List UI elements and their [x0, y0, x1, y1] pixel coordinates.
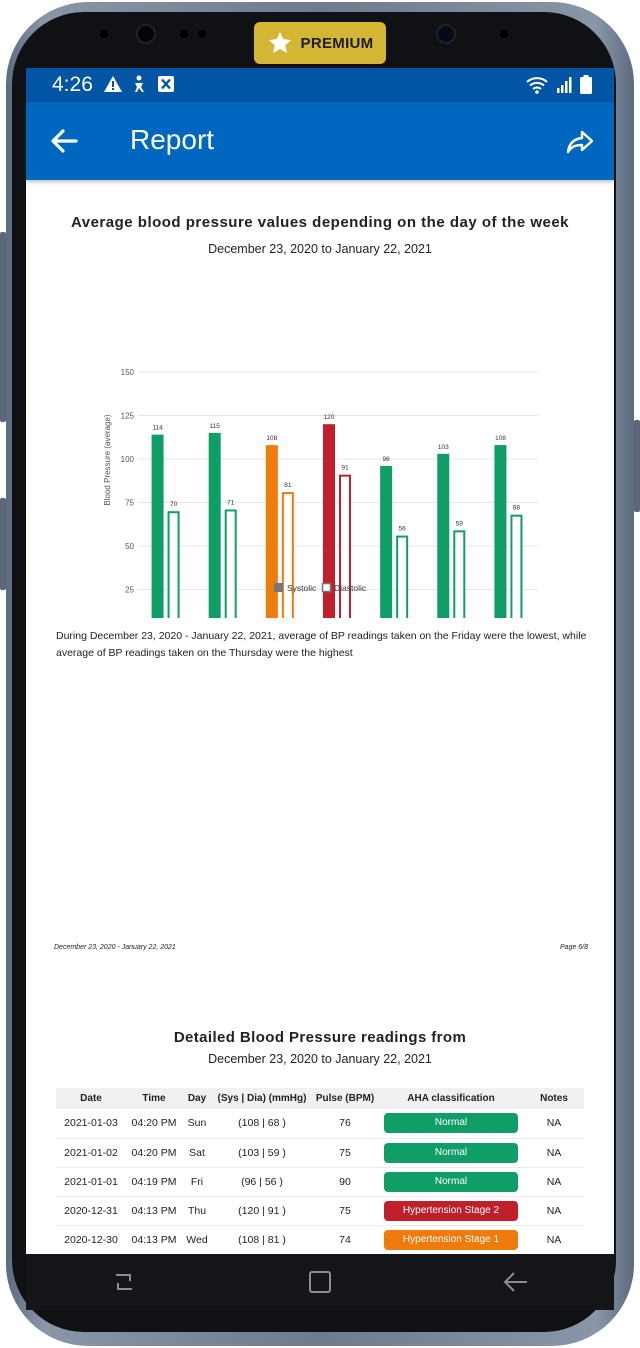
report-date-range: December 23, 2020 to January 22, 2021	[208, 242, 432, 256]
legend-label-systolic: Systolic	[287, 583, 317, 593]
aha-classification-badge: Normal	[384, 1143, 518, 1163]
data-label-diastolic: 71	[227, 499, 235, 507]
chart-y-axis-label: Blood Pressure (average)	[103, 414, 112, 506]
volume-button	[0, 232, 6, 422]
chart-grid	[138, 372, 538, 618]
star-icon	[267, 30, 293, 56]
y-tick-label: 75	[125, 498, 134, 508]
table-title: Detailed Blood Pressure readings from	[173, 1029, 467, 1046]
cell-time: 04:20 PM	[126, 1138, 182, 1167]
excel-icon	[158, 76, 174, 92]
cell-pulse: 75	[312, 1138, 378, 1167]
back-icon	[503, 1271, 529, 1293]
cell-bp: (103 | 59 )	[212, 1138, 312, 1167]
data-label-diastolic: 81	[284, 482, 292, 490]
y-tick-label: 150	[120, 368, 134, 377]
legend-swatch-systolic	[274, 583, 283, 592]
cell-time: 04:13 PM	[126, 1225, 182, 1254]
data-label-systolic: 114	[152, 424, 163, 432]
y-tick-label: 25	[125, 585, 134, 595]
page-title: Report	[130, 124, 215, 155]
aha-classification-badge: Hypertension Stage 1	[384, 1230, 518, 1250]
bar-diastolic	[340, 476, 350, 618]
cell-notes: NA	[524, 1167, 584, 1196]
report-summary: During December 23, 2020 - January 22, 2021, average of BP readings taken on the Friday were the lowest, while average of BP readings taken on the Thursday were the highest	[56, 630, 587, 659]
bar-systolic	[494, 445, 506, 618]
legend-swatch-diastolic	[323, 584, 331, 592]
data-label-diastolic: 56	[398, 525, 406, 533]
cell-bp: (120 | 91 )	[212, 1196, 312, 1225]
table-body	[56, 1109, 584, 1254]
home-button[interactable]	[300, 1262, 340, 1302]
cell-date: 2021-01-02	[56, 1138, 126, 1167]
cell-aha	[378, 1167, 524, 1196]
data-label-systolic: 108	[266, 435, 278, 443]
y-tick-label: 100	[120, 455, 134, 464]
data-label-systolic: 108	[494, 435, 506, 443]
header-time: Time	[126, 1088, 182, 1109]
bar-diastolic	[226, 510, 236, 618]
y-tick-label: 50	[125, 542, 134, 551]
aha-classification-badge: Hypertension Stage 2	[384, 1201, 518, 1221]
bar-systolic	[266, 445, 278, 618]
cell-aha	[378, 1109, 524, 1138]
aha-classification-badge: Normal	[384, 1172, 518, 1192]
table-row[interactable]	[56, 1109, 584, 1138]
legend-label-diastolic: Diastolic	[334, 583, 367, 593]
premium-label: PREMIUM	[300, 34, 374, 52]
cell-day: Thu	[182, 1196, 212, 1225]
data-label-diastolic: 59	[455, 520, 463, 528]
cell-day: Sun	[182, 1109, 212, 1138]
status-bar	[26, 68, 614, 102]
readings-table	[56, 1088, 584, 1254]
cell-date: 2021-01-03	[56, 1109, 126, 1138]
page-footer-date: December 23, 2020 - January 22, 2021	[54, 944, 176, 951]
cell-aha	[378, 1196, 524, 1225]
cell-day: Sat	[182, 1138, 212, 1167]
cell-pulse: 90	[312, 1167, 378, 1196]
sensor-dot	[180, 30, 188, 38]
app-screen	[26, 68, 614, 1254]
cell-bp: (96 | 56 )	[212, 1167, 312, 1196]
bar-diastolic	[454, 531, 464, 618]
header-date: Date	[56, 1088, 126, 1109]
header-aha: AHA classification	[378, 1088, 524, 1109]
status-time: 4:26	[52, 73, 93, 96]
cell-aha	[378, 1225, 524, 1254]
battery-icon	[580, 75, 592, 94]
cell-pulse: 76	[312, 1109, 378, 1138]
cell-notes: NA	[524, 1196, 584, 1225]
cell-pulse: 75	[312, 1196, 378, 1225]
data-label-diastolic: 70	[169, 501, 178, 509]
page-number: Page 6/8	[559, 944, 588, 951]
cell-bp: (108 | 68 )	[212, 1109, 312, 1138]
bp-weekday-chart-svg	[26, 288, 614, 618]
data-label-systolic: 103	[437, 443, 449, 451]
cell-notes: NA	[524, 1138, 584, 1167]
wifi-icon	[526, 76, 548, 94]
cell-notes: NA	[524, 1225, 584, 1254]
chart-y-ticks	[121, 368, 135, 618]
table-date-range: December 23, 2020 to January 22, 2021	[208, 1052, 432, 1066]
share-icon[interactable]	[564, 126, 596, 158]
data-label-systolic: 115	[209, 422, 220, 430]
iris-camera	[436, 24, 456, 44]
accessibility-icon	[132, 75, 148, 93]
bar-diastolic	[283, 493, 293, 618]
table-row[interactable]	[56, 1138, 584, 1167]
back-button[interactable]	[496, 1262, 536, 1302]
header-bp: (Sys | Dia) (mmHg)	[212, 1088, 312, 1109]
cell-bp: (108 | 81 )	[212, 1225, 312, 1254]
bar-diastolic	[169, 512, 179, 618]
app-bar	[26, 102, 614, 180]
warning-icon	[104, 76, 122, 92]
bixby-button	[634, 420, 640, 512]
power-button	[0, 498, 6, 590]
table-header-row	[56, 1088, 584, 1109]
header-day: Day	[182, 1088, 212, 1109]
cell-date: 2020-12-31	[56, 1196, 126, 1225]
recents-icon	[112, 1271, 136, 1293]
bar-diastolic	[511, 516, 521, 618]
cell-time: 04:20 PM	[126, 1109, 182, 1138]
premium-badge[interactable]	[254, 22, 386, 64]
cell-date: 2020-12-30	[56, 1225, 126, 1254]
chart-legend	[274, 583, 367, 593]
cell-aha	[378, 1138, 524, 1167]
table-row[interactable]	[56, 1196, 584, 1225]
y-tick-label: 125	[120, 411, 134, 421]
bar-systolic	[380, 466, 392, 618]
data-label-systolic: 120	[323, 414, 335, 422]
navigation-bar	[26, 1254, 614, 1310]
recents-button[interactable]	[104, 1262, 144, 1302]
cell-time: 04:13 PM	[126, 1196, 182, 1225]
cell-date: 2021-01-01	[56, 1167, 126, 1196]
notification-icons	[104, 75, 174, 93]
system-icons	[526, 75, 592, 94]
signal-icon	[556, 77, 572, 93]
bar-diastolic	[397, 537, 407, 618]
header-notes: Notes	[524, 1088, 584, 1109]
table-row[interactable]	[56, 1167, 584, 1196]
cell-day: Wed	[182, 1225, 212, 1254]
cell-day: Fri	[182, 1167, 212, 1196]
home-icon	[308, 1270, 332, 1294]
sensor-dot	[100, 30, 108, 38]
sensor-dot	[198, 30, 206, 38]
data-label-diastolic: 68	[512, 504, 521, 512]
data-label-systolic: 96	[382, 455, 390, 463]
bar-systolic	[437, 454, 449, 618]
cell-time: 04:19 PM	[126, 1167, 182, 1196]
bar-systolic	[152, 435, 164, 618]
data-label-diastolic: 91	[341, 464, 349, 472]
cell-notes: NA	[524, 1109, 584, 1138]
header-pulse: Pulse (BPM)	[312, 1088, 378, 1109]
report-title: Average blood pressure values depending on the day of the week	[70, 214, 570, 231]
aha-classification-badge: Normal	[384, 1113, 518, 1133]
arrow-left-icon[interactable]	[48, 124, 82, 158]
bp-weekday-chart	[26, 288, 614, 618]
cell-pulse: 74	[312, 1225, 378, 1254]
front-camera	[136, 24, 156, 44]
table-row[interactable]	[56, 1225, 584, 1254]
bar-systolic	[209, 433, 221, 618]
sensor-dot	[500, 30, 508, 38]
